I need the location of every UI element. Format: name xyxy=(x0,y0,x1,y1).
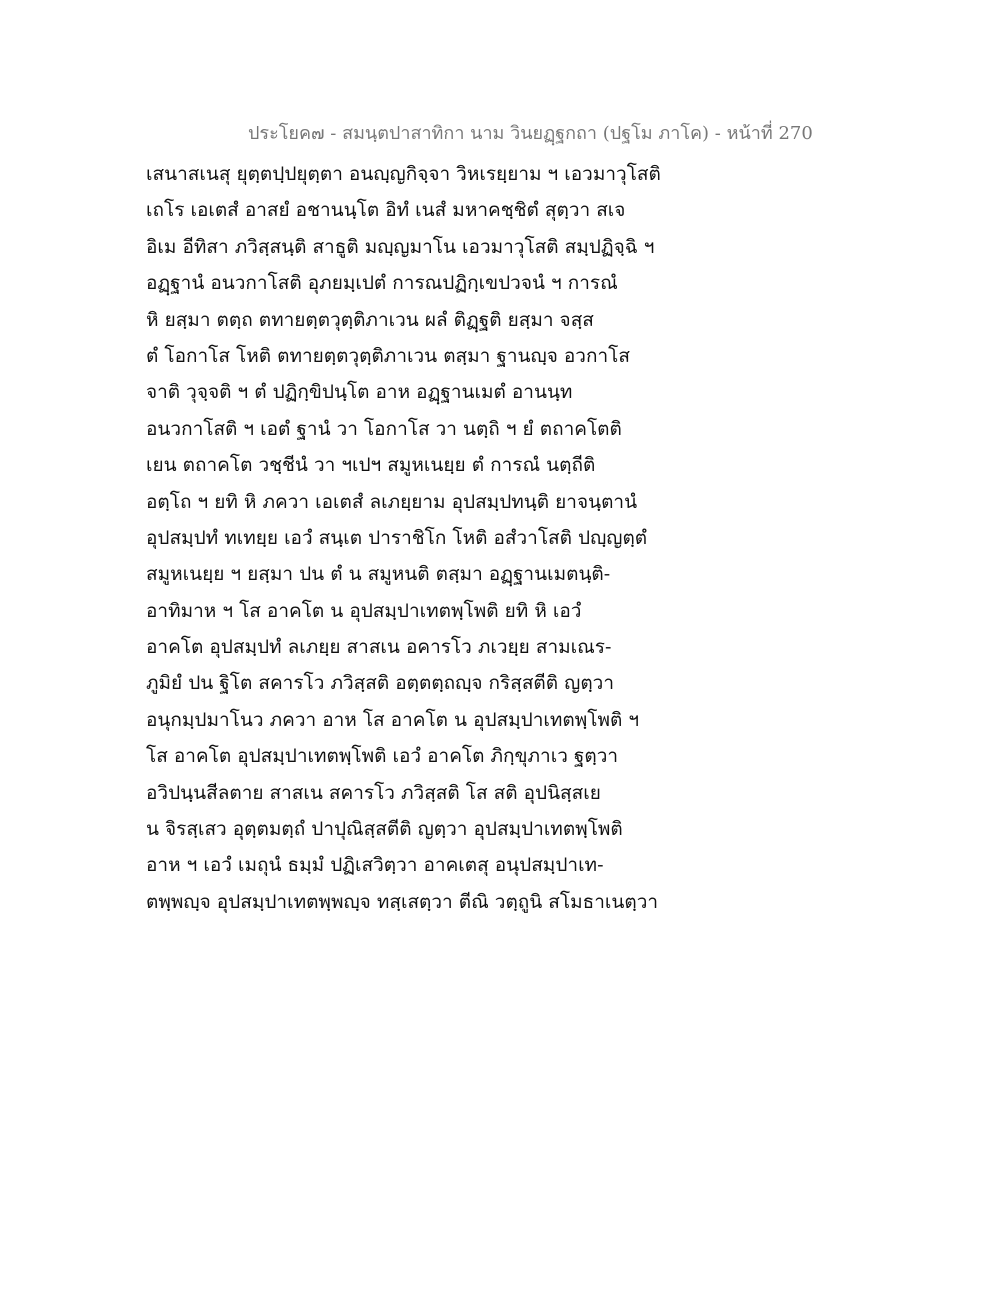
text-line: เยน ตถาคโต วชฺชีนํ วา ฯเปฯ สมูหเนยฺย ตํ การณํ นตฺถีติ xyxy=(146,454,596,477)
text-line: เสนาสเนสุ ยุตฺตปฺปยุตฺตา อนญฺญกิจฺจา วิหเรยฺยาม ฯ เอวมาวุโสติ xyxy=(146,163,661,185)
text-line: อุปสมฺปทํ ทเทยฺย เอวํ สนฺเต ปาราชิโก โหติ อสํวาโสติ ปญฺญตฺตํ xyxy=(146,526,648,549)
text-line: จาติ วุจฺจติ ฯ ตํ ปฏิกฺขิปนฺโต อาห อฏฺฐานเมตํ อานนฺท xyxy=(146,381,573,404)
text-line: อนวกาโสติ ฯ เอตํ ฐานํ วา โอกาโส วา นตฺถิ ฯ ยํ ตถาคโตติ xyxy=(146,417,622,440)
body-text xyxy=(146,156,846,920)
text-line: โส อาคโต อุปสมฺปาเทตพฺโพติ เอวํ อาคโต ภิกฺขุภาเว ฐตฺวา xyxy=(146,745,619,768)
text-line: เถโร เอเตสํ อาสยํ อชานนฺโต อิทํ เนสํ มหาคชฺชิตํ สุตฺวา สเจ xyxy=(146,199,626,222)
running-header: ประโยค๗ - สมนฺตปาสาทิกา นาม วินยฏฺฐกถา (ปฐโม ภาโค) - หน้าที่ 270 xyxy=(248,123,813,144)
text-line: ตพฺพญฺจ อุปสมฺปาเทตพฺพญฺจ ทสฺเสตฺวา ตีณิ วตฺถูนิ สโมธาเนตฺวา xyxy=(146,890,659,913)
text-line: สมูหเนยฺย ฯ ยสฺมา ปน ตํ น สมูหนติ ตสฺมา อฏฺฐานเมตนฺติ- xyxy=(146,563,611,586)
text-line: อนุกมฺปมาโนว ภควา อาห โส อาคโต น อุปสมฺปาเทตพฺโพติ ฯ xyxy=(146,708,640,731)
text-line: อาทิมาห ฯ โส อาคโต น อุปสมฺปาเทตพฺโพติ ยทิ หิ เอวํ xyxy=(146,599,582,622)
text-line: อิเม อีทิสา ภวิสฺสนฺติ สาธูติ มญฺญมาโน เอวมาวุโสติ สมฺปฏิจฺฉิ ฯ xyxy=(146,235,655,258)
text-line: ภูมิยํ ปน ฐิโต สคารโว ภวิสฺสติ อตฺตตฺถญฺจ กริสฺสตีติ ญตฺวา xyxy=(146,672,615,695)
text-line: อตฺโถ ฯ ยทิ หิ ภควา เอเตสํ ลเภยฺยาม อุปสมฺปทนฺติ ยาจนฺตานํ xyxy=(146,490,638,513)
text-line: ตํ โอกาโส โหติ ตทายตฺตวุตฺติภาเวน ตสฺมา ฐานญฺจ อวกาโส xyxy=(146,344,630,367)
text-line: น จิรสฺเสว อุตฺตมตฺถํ ปาปุณิสฺสตีติ ญตฺวา อุปสมฺปาเทตพฺโพติ xyxy=(146,818,623,841)
text-line: อวิปนฺนสีลตาย สาสเน สคารโว ภวิสฺสติ โส สติ อุปนิสฺสเย xyxy=(146,781,601,804)
text-line: หิ ยสฺมา ตตฺถ ตทายตฺตวุตฺติภาเวน ผลํ ติฏฺฐติ ยสฺมา จสฺส xyxy=(146,308,594,331)
text-line: อาห ฯ เอวํ เมถุนํ ธมฺมํ ปฏิเสวิตฺวา อาคเตสุ อนุปสมฺปาเท- xyxy=(146,854,604,877)
text-line: อาคโต อุปสมฺปทํ ลเภยฺย สาสเน อคารโว ภเวยฺย สามเณร- xyxy=(146,636,612,659)
text-line: อฏฺฐานํ อนวกาโสติ อุภยมฺเปตํ การณปฏิกฺเขปวจนํ ฯ การณํ xyxy=(146,272,618,295)
